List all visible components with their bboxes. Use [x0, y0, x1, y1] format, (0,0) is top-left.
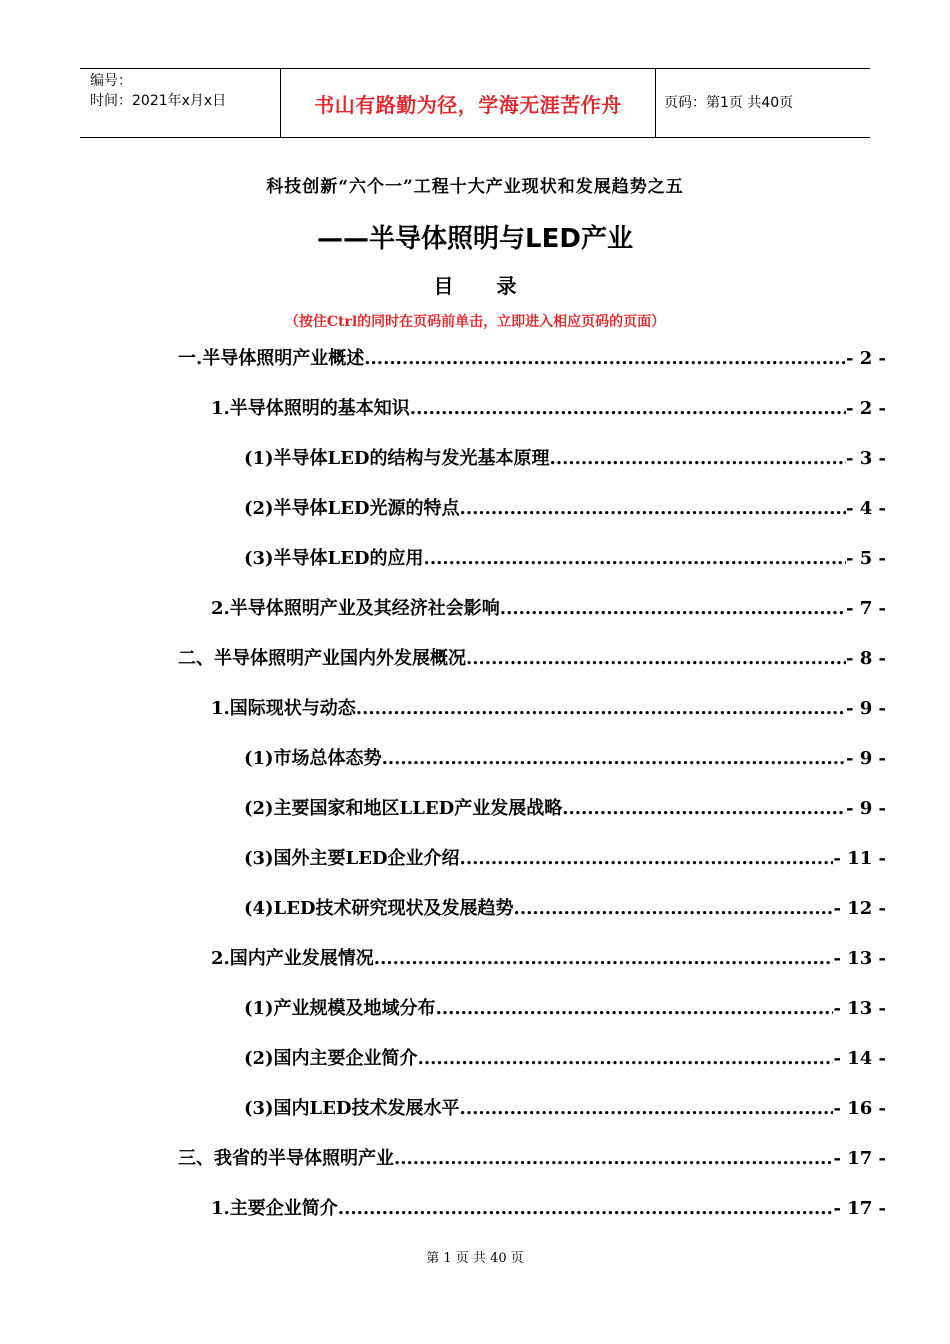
toc-leader-dots: [394, 1146, 833, 1172]
document-header: [80, 68, 870, 138]
toc-entry-label: (2)半导体LED光源的特点: [244, 498, 460, 519]
toc-entry-label: (1)市场总体态势: [244, 748, 382, 769]
toc-entry[interactable]: [244, 896, 886, 922]
toc-entry[interactable]: [244, 1046, 886, 1072]
toc-entry[interactable]: [211, 396, 886, 422]
toc-entry-label: (2)国内主要企业简介: [244, 1048, 418, 1069]
toc-entry-page[interactable]: - 14 -: [833, 1048, 886, 1069]
toc-entry[interactable]: [244, 1096, 886, 1122]
toc-leader-dots: [466, 646, 846, 672]
toc-leader-dots: [410, 396, 846, 422]
toc-heading: 目 录: [433, 274, 535, 298]
toc-leader-dots: [356, 696, 846, 722]
toc-entry-label: (4)LED技术研究现状及发展趋势: [244, 898, 514, 919]
number-label: 编号：: [90, 73, 132, 89]
toc-entry-label: 二、半导体照明产业国内外发展概况: [178, 648, 466, 669]
toc-leader-dots: [460, 1096, 834, 1122]
toc-entry[interactable]: [178, 646, 886, 672]
toc-leader-dots: [418, 1046, 834, 1072]
toc-entry[interactable]: [178, 346, 886, 372]
toc-entry-label: 1.国际现状与动态: [211, 698, 356, 719]
header-page-info: 页码：第1页 共40页: [664, 95, 794, 111]
toc-entry-label: (1)半导体LED的结构与发光基本原理: [244, 448, 550, 469]
toc-leader-dots: [500, 596, 846, 622]
toc-entry-page[interactable]: - 11 -: [833, 848, 886, 869]
toc-leader-dots: [338, 1196, 834, 1222]
header-motto-cell: [280, 69, 656, 137]
toc-entry-page[interactable]: - 9 -: [846, 798, 886, 819]
toc-entry[interactable]: [211, 1196, 886, 1222]
toc-entry-label: 一.半导体照明产业概述: [178, 348, 365, 369]
toc-entry-page[interactable]: - 12 -: [833, 898, 886, 919]
toc-entry-page[interactable]: - 7 -: [846, 598, 886, 619]
toc-entry-page[interactable]: - 9 -: [846, 698, 886, 719]
toc-leader-dots: [550, 446, 846, 472]
page-footer: 第 1 页 共 40 页: [426, 1251, 524, 1266]
header-page-cell: [656, 69, 870, 137]
toc-entry-page[interactable]: - 8 -: [846, 648, 886, 669]
toc-entry-page[interactable]: - 17 -: [833, 1148, 886, 1169]
toc-entry-page[interactable]: - 13 -: [833, 948, 886, 969]
toc-leader-dots: [436, 996, 834, 1022]
toc-entry-label: 2.国内产业发展情况: [211, 948, 374, 969]
toc-entry-label: 1.主要企业简介: [211, 1198, 338, 1219]
toc-entry[interactable]: [244, 496, 886, 522]
toc-entry-label: 1.半导体照明的基本知识: [211, 398, 410, 419]
toc-entry-page[interactable]: - 2 -: [846, 348, 886, 369]
toc-entry[interactable]: [211, 596, 886, 622]
toc-entry[interactable]: [244, 796, 886, 822]
document-title: ——半导体照明与LED产业: [317, 224, 633, 254]
toc-leader-dots: [364, 346, 846, 372]
toc-entry[interactable]: [244, 846, 886, 872]
toc-leader-dots: [374, 946, 834, 972]
toc-entry-page[interactable]: - 9 -: [846, 748, 886, 769]
toc-entry-label: 2.半导体照明产业及其经济社会影响: [211, 598, 500, 619]
header-left-cell: [80, 69, 280, 137]
toc-leader-dots: [514, 896, 834, 922]
toc-entry-page[interactable]: - 17 -: [833, 1198, 886, 1219]
toc-leader-dots: [460, 846, 834, 872]
header-motto: 书山有路勤为径，学海无涯苦作舟: [314, 92, 622, 117]
toc-entry[interactable]: [244, 446, 886, 472]
toc-entry[interactable]: [244, 746, 886, 772]
toc-entry-page[interactable]: - 13 -: [833, 998, 886, 1019]
toc-entry-page[interactable]: - 3 -: [846, 448, 886, 469]
toc-entry-label: (3)国外主要LED企业介绍: [244, 848, 460, 869]
toc-entry[interactable]: [211, 946, 886, 972]
toc-entry[interactable]: [178, 1146, 886, 1172]
toc-entry-page[interactable]: - 5 -: [846, 548, 886, 569]
toc-entry[interactable]: [244, 996, 886, 1022]
time-label: 时间：2021年x月x日: [90, 93, 227, 109]
toc-leader-dots: [460, 496, 846, 522]
toc-leader-dots: [382, 746, 846, 772]
toc-entry-label: (3)国内LED技术发展水平: [244, 1098, 460, 1119]
toc-entry[interactable]: [244, 546, 886, 572]
toc-entry-label: (2)主要国家和地区LLED产业发展战略: [244, 798, 563, 819]
toc-hint: （按住Ctrl的同时在页码前单击，立即进入相应页码的页面）: [284, 314, 666, 330]
toc-entry-label: (1)产业规模及地域分布: [244, 998, 436, 1019]
toc-entry-page[interactable]: - 16 -: [833, 1098, 886, 1119]
toc-leader-dots: [562, 796, 846, 822]
toc-entry-label: (3)半导体LED的应用: [244, 548, 424, 569]
toc-entry-label: 三、我省的半导体照明产业: [178, 1148, 394, 1169]
toc-entry-page[interactable]: - 4 -: [846, 498, 886, 519]
toc-entry-page[interactable]: - 2 -: [846, 398, 886, 419]
toc-leader-dots: [424, 546, 846, 572]
toc-entry[interactable]: [211, 696, 886, 722]
document-subtitle: 科技创新“六个一”工程十大产业现状和发展趋势之五: [266, 177, 684, 197]
